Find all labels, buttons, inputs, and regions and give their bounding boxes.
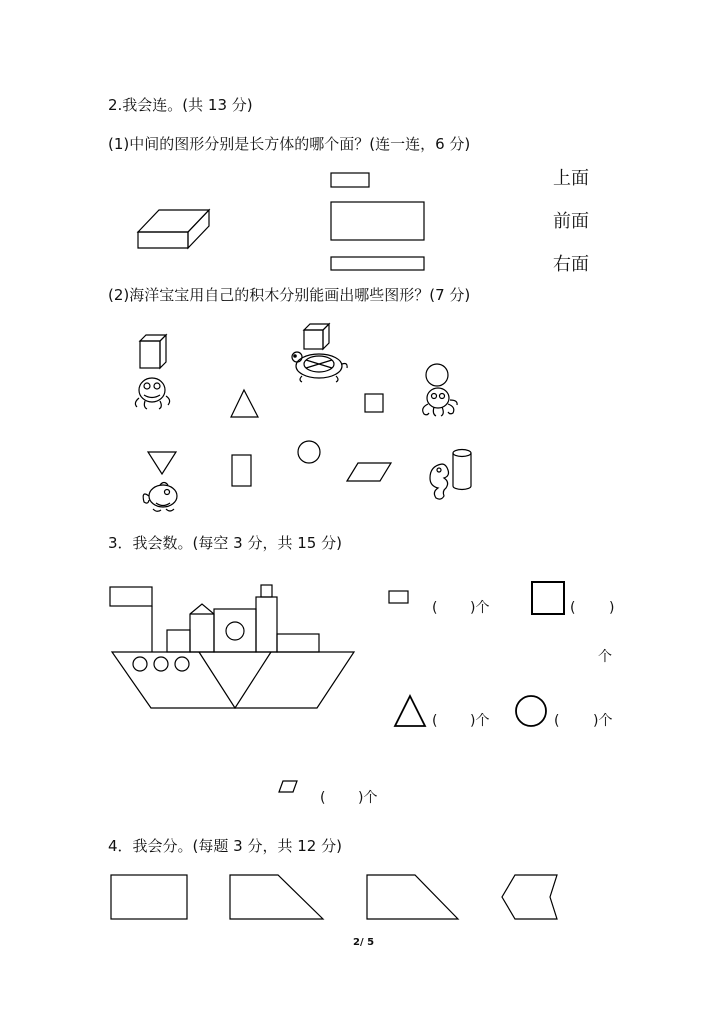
- rectangular-prism-block: [140, 335, 166, 368]
- blank-open-circle: (: [554, 713, 560, 729]
- divide-arrow-shape: [502, 875, 557, 919]
- face-label-front: 前面: [553, 211, 589, 232]
- blank-open-small-rect: (: [432, 600, 438, 616]
- count-parallelogram: [279, 781, 297, 792]
- shape-large-rect: [331, 202, 424, 240]
- blank-close-square: ): [609, 600, 615, 616]
- q3-title: 3．我会数。(每空 3 分，共 15 分): [108, 534, 342, 552]
- count-small-rect: [389, 591, 408, 603]
- page-number: 2/ 5: [353, 937, 375, 948]
- ship-picture: [110, 585, 354, 708]
- divide-trapezoid-2: [367, 875, 458, 919]
- seahorse-icon: [430, 464, 449, 499]
- ship-hull: [112, 652, 354, 708]
- blank-open-parallelogram: (: [320, 790, 326, 806]
- blank-unit-square: 个: [598, 649, 612, 665]
- face-label-right: 右面: [553, 254, 589, 275]
- q2-title: 2.我会连。(共 13 分): [108, 96, 253, 114]
- shape-small-rect: [331, 173, 369, 187]
- cylinder-block: [453, 450, 471, 490]
- blank-open-triangle: (: [432, 713, 438, 729]
- target-square: [365, 394, 383, 412]
- target-triangle: [231, 390, 258, 417]
- divide-trapezoid-1: [230, 875, 323, 919]
- q4-title: 4．我会分。(每题 3 分，共 12 分): [108, 837, 342, 855]
- fish-icon: [143, 483, 177, 512]
- target-parallelogram: [347, 463, 391, 481]
- blank-close-triangle: )个: [470, 713, 490, 729]
- q2-part2-prompt: (2)海洋宝宝用自己的积木分别能画出哪些图形？(7 分): [108, 286, 471, 304]
- q2-part1-prompt: (1)中间的图形分别是长方体的哪个面？(连一连，6 分): [108, 135, 471, 153]
- blank-close-small-rect: )个: [470, 600, 490, 616]
- cone-block: [148, 452, 176, 474]
- cuboid-drawing: [138, 210, 209, 248]
- divide-rectangle: [111, 875, 187, 919]
- sea-creature-icon: [135, 378, 169, 409]
- target-rectangle: [232, 455, 251, 486]
- blank-open-square: (: [570, 600, 576, 616]
- blank-close-circle: )个: [593, 713, 613, 729]
- count-square: [532, 582, 564, 614]
- octopus-icon: [423, 388, 457, 416]
- ship-flag: [110, 587, 152, 606]
- count-triangle: [395, 696, 425, 726]
- face-label-top: 上面: [553, 168, 589, 189]
- count-circle: [516, 696, 546, 726]
- sphere-block: [426, 364, 448, 386]
- target-circle: [298, 441, 320, 463]
- cube-block: [304, 324, 329, 349]
- blank-close-parallelogram: )个: [358, 790, 378, 806]
- shape-thin-rect: [331, 257, 424, 270]
- turtle-icon: [292, 352, 347, 382]
